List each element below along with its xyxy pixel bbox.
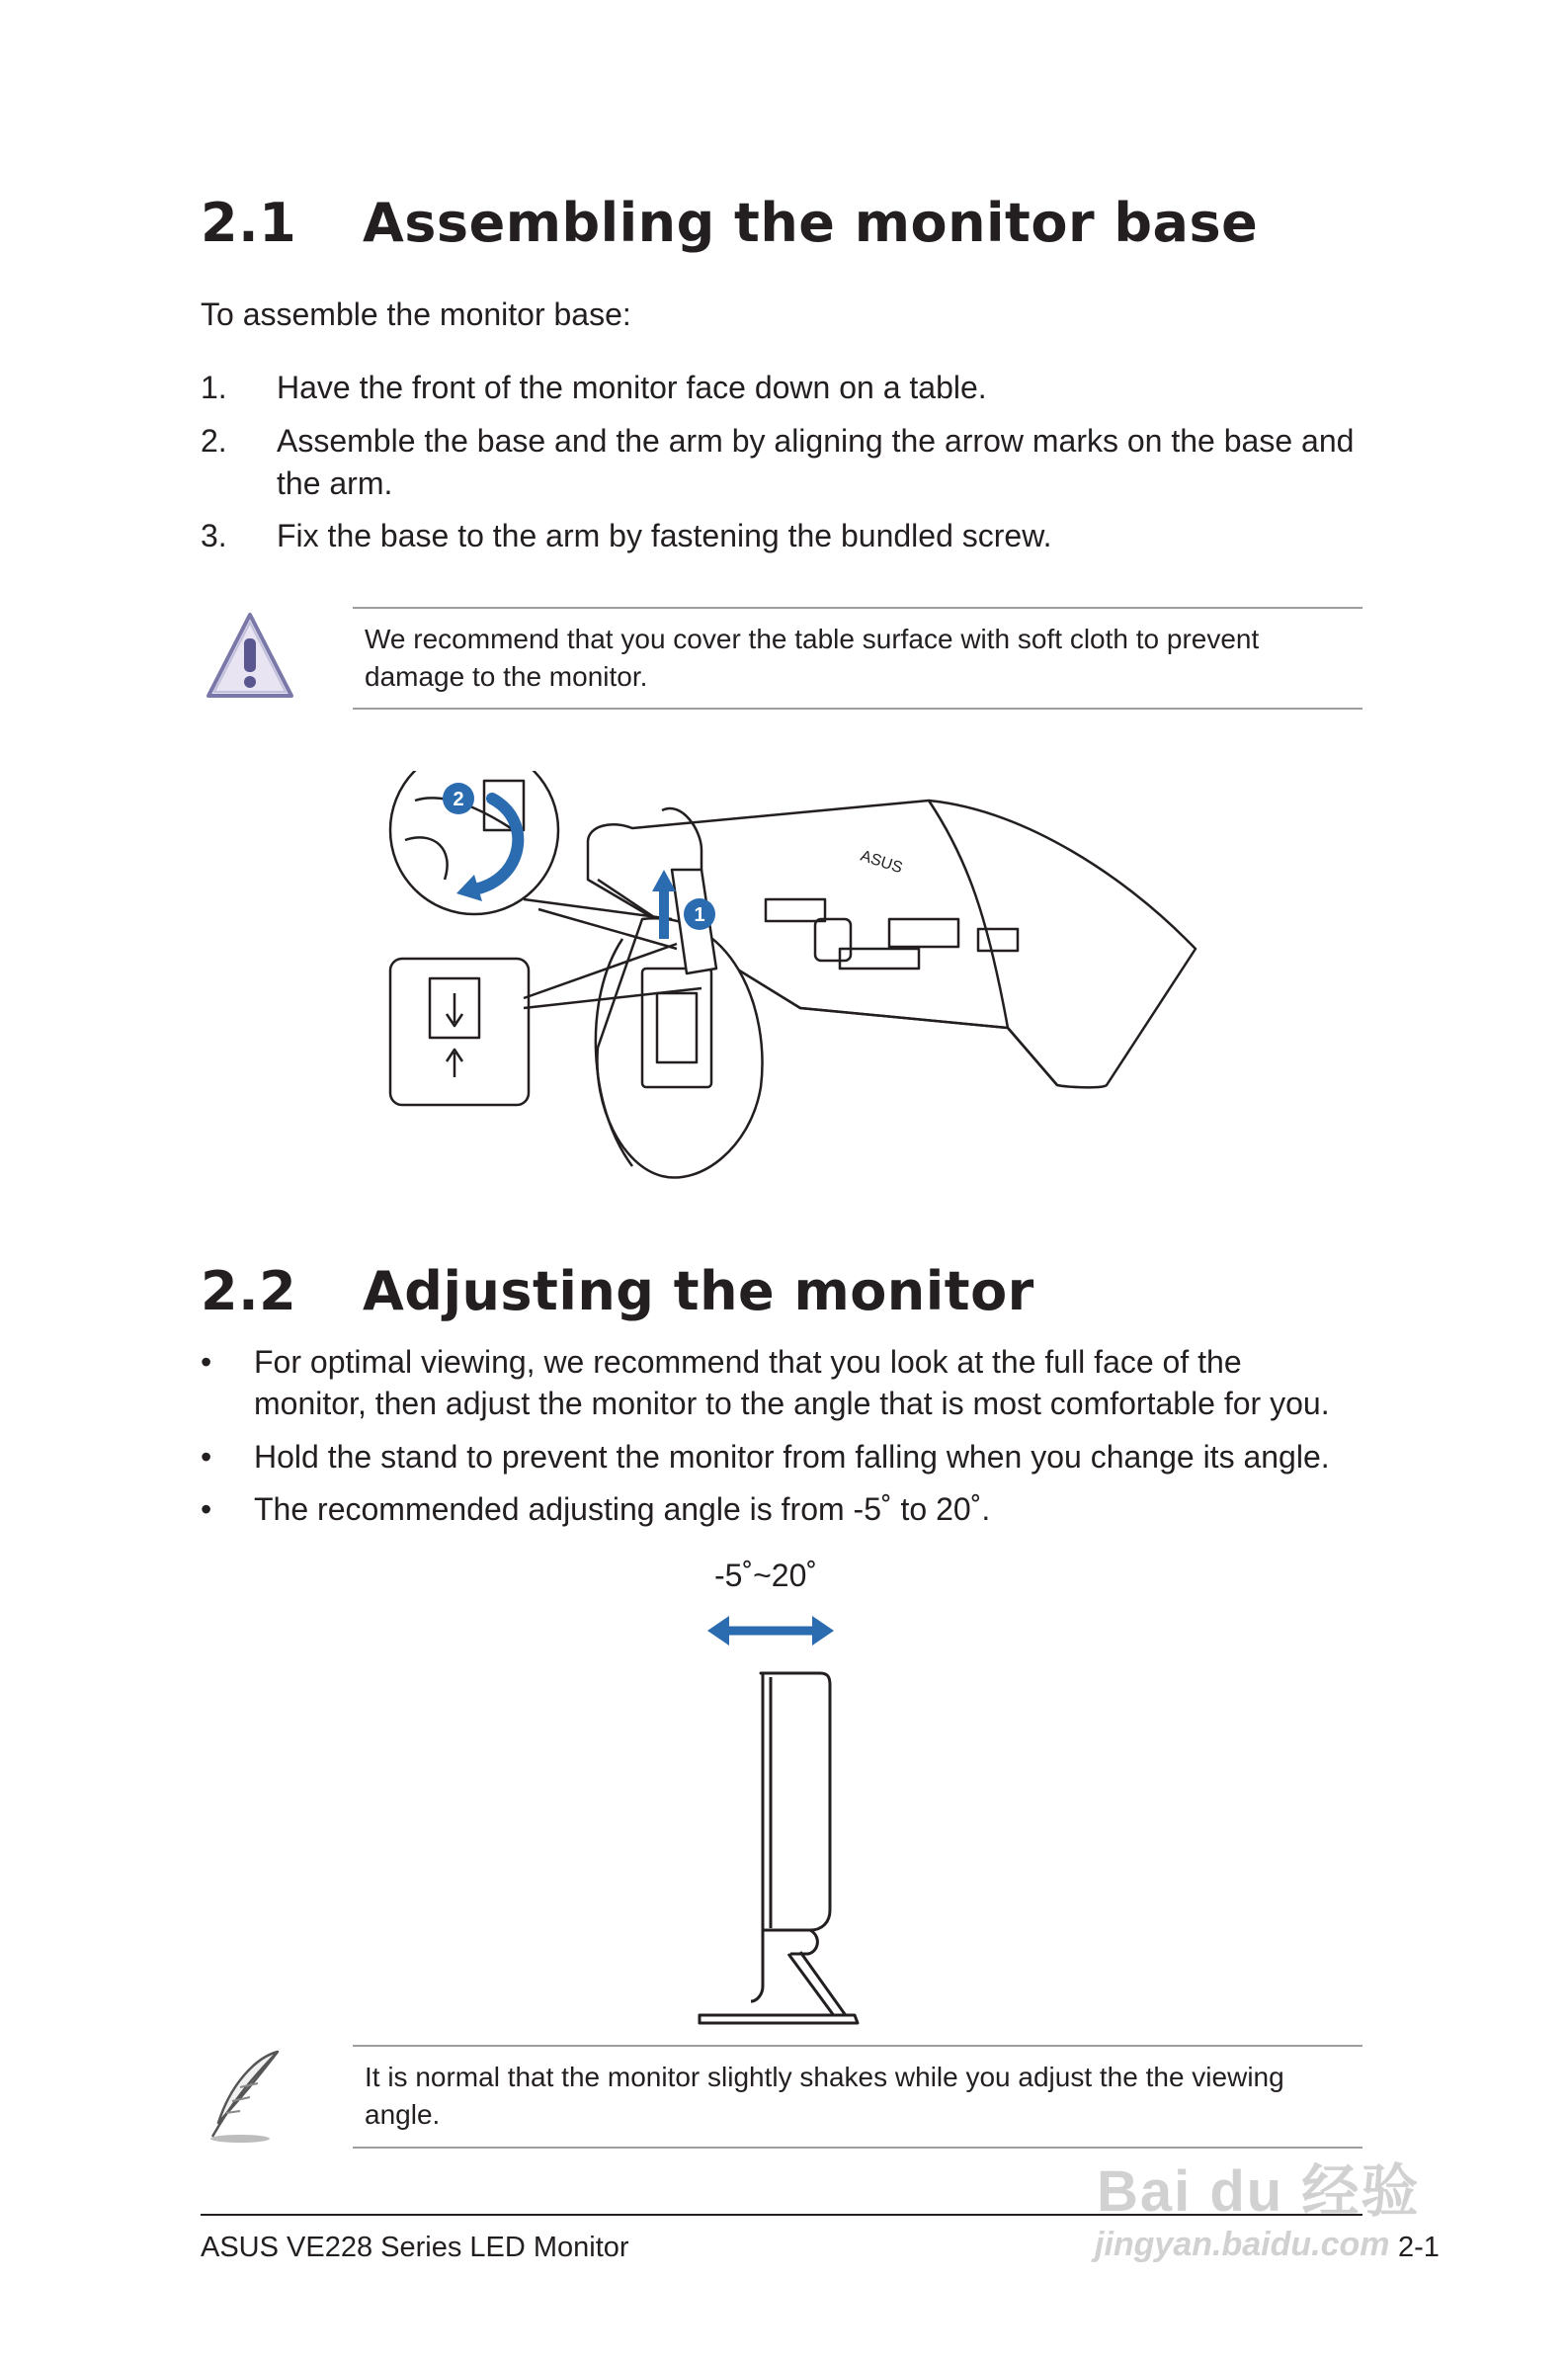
section-number: 2.2 [201, 1260, 297, 1322]
bullets-list [201, 1340, 1386, 1538]
step-number: 3. [201, 518, 227, 553]
bullet-text: Hold the stand to prevent the monitor from falling when you change its angle. [254, 1439, 1330, 1475]
section-title: Adjusting the monitor [363, 1260, 1034, 1322]
caution-text [365, 621, 1362, 700]
monitor-assembly-illustration [375, 771, 1205, 1206]
bullet-text: monitor, then adjust the monitor to the angle that is most comfortable for you. [254, 1386, 1330, 1421]
watermark-url: jingyan.baidu.com [1095, 2226, 1390, 2263]
step-number: 1. [201, 370, 227, 405]
section-heading-2-2 [201, 1260, 1386, 1325]
footer-title: ASUS VE228 Series LED Monitor [201, 2232, 629, 2263]
note-icon [201, 2046, 289, 2145]
note-line: angle. [365, 2099, 441, 2130]
step-number: 2. [201, 423, 227, 459]
watermark-brand: Bai du 经验 [1097, 2159, 1421, 2224]
tilt-figure [692, 1596, 869, 2031]
section-title: Assembling the monitor base [363, 192, 1259, 254]
bullet-symbol: • [201, 1491, 212, 1527]
bullet-text: For optimal viewing, we recommend that you look at the full face of the [254, 1344, 1242, 1380]
note-line: It is normal that the monitor slightly shakes while you adjust the the viewing [365, 2062, 1284, 2092]
section-heading-2-1 [201, 192, 1386, 257]
note-top-rule [353, 2045, 1362, 2047]
bullet-symbol: • [201, 1439, 212, 1475]
step-badge-2: 2 [453, 789, 464, 810]
caution-icon [201, 605, 299, 704]
feather-pen-icon [201, 2046, 289, 2145]
caution-line: damage to the monitor. [365, 661, 648, 692]
angle-label: -5˚~20˚ [714, 1558, 818, 1593]
step-badge-1: 1 [694, 904, 705, 926]
step-text: Have the front of the monitor face down on a table. [277, 370, 987, 405]
step-text: Fix the base to the arm by fastening the bundled screw. [277, 518, 1052, 553]
bullet-symbol: • [201, 1344, 212, 1380]
warning-triangle-icon [201, 605, 299, 704]
caution-bottom-rule [353, 708, 1362, 710]
caution-top-rule [353, 607, 1362, 609]
caution-line: We recommend that you cover the table surface with soft cloth to prevent [365, 624, 1260, 654]
step-text: the arm. [277, 465, 393, 501]
section-number: 2.1 [201, 192, 297, 254]
monitor-side-view-illustration [692, 1596, 869, 2031]
step-text: Assemble the base and the arm by aligning the arrow marks on the base and [277, 423, 1355, 459]
steps-list [201, 366, 1386, 563]
page-number: 2-1 [1398, 2232, 1440, 2263]
assembly-figure [375, 771, 1205, 1206]
intro-text: To assemble the monitor base: [201, 296, 631, 332]
note-text [365, 2059, 1362, 2138]
bullet-text: The recommended adjusting angle is from -5˚ to 20˚. [254, 1491, 991, 1527]
asus-logo-text: ASUS [858, 847, 905, 878]
